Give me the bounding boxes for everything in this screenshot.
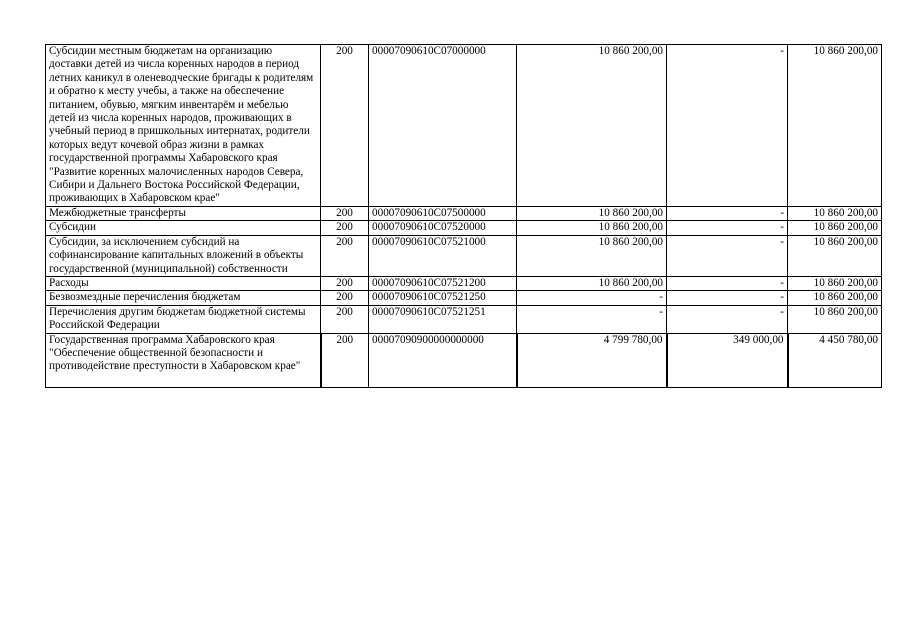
- table-row: [46, 45, 882, 207]
- remaining-amount-cell: 10 860 200,00: [788, 206, 882, 220]
- table-row: [46, 305, 882, 333]
- line-code-cell: 200: [321, 45, 369, 207]
- line-code-cell: 200: [321, 235, 369, 276]
- approved-amount-cell: -: [517, 291, 667, 305]
- remaining-amount-cell: 4 450 780,00: [788, 333, 882, 387]
- expense-name-cell: Расходы: [46, 276, 321, 290]
- expense-name-cell: Субсидии, за исключением субсидий на софинансирование капитальных вложений в объекты государственной (муниципальной) собственности: [46, 235, 321, 276]
- executed-amount-cell: -: [667, 291, 788, 305]
- executed-amount-cell: -: [667, 206, 788, 220]
- table-row: [46, 291, 882, 305]
- approved-amount-cell: 10 860 200,00: [517, 235, 667, 276]
- line-code-cell: 200: [321, 333, 369, 387]
- budget-classification-code-cell: 00007090610С07520000: [369, 221, 517, 235]
- expense-name-cell: Межбюджетные трансферты: [46, 206, 321, 220]
- remaining-amount-cell: 10 860 200,00: [788, 221, 882, 235]
- budget-table: [45, 44, 882, 388]
- expense-name-cell: Субсидии местным бюджетам на организацию доставки детей из числа коренных народов в период летних каникул в оленеводческие бригады к родителям и обратно к месту учебы, а также на обеспечение питанием, обувью, мягким инвентарём и мебелью детей из числа коренных народов, проживающих в учебный период в пришкольных интернатах, родители которых ведут кочевой образ жизни в рамках государственной программы Хабаровского края "Развитие коренных малочисленных народов Севера, Сибири и Дальнего Востока Российской Федерации, проживающих в Хабаровском крае": [46, 45, 321, 207]
- line-code-cell: 200: [321, 221, 369, 235]
- table-row: [46, 235, 882, 276]
- budget-classification-code-cell: 00007090610С07521000: [369, 235, 517, 276]
- remaining-amount-cell: 10 860 200,00: [788, 305, 882, 333]
- budget-classification-code-cell: 00007090610С07000000: [369, 45, 517, 207]
- line-code-cell: 200: [321, 206, 369, 220]
- table-row: [46, 333, 882, 387]
- budget-classification-code-cell: 00007090610С07521250: [369, 291, 517, 305]
- executed-amount-cell: 349 000,00: [667, 333, 788, 387]
- approved-amount-cell: 10 860 200,00: [517, 206, 667, 220]
- budget-classification-code-cell: 00007090610С07521200: [369, 276, 517, 290]
- executed-amount-cell: -: [667, 221, 788, 235]
- budget-classification-code-cell: 00007090610С07521251: [369, 305, 517, 333]
- line-code-cell: 200: [321, 276, 369, 290]
- remaining-amount-cell: 10 860 200,00: [788, 235, 882, 276]
- approved-amount-cell: -: [517, 305, 667, 333]
- table-row: [46, 276, 882, 290]
- line-code-cell: 200: [321, 305, 369, 333]
- executed-amount-cell: -: [667, 45, 788, 207]
- budget-classification-code-cell: 00007090610С07500000: [369, 206, 517, 220]
- expense-name-cell: Перечисления другим бюджетам бюджетной системы Российской Федерации: [46, 305, 321, 333]
- expense-name-cell: Субсидии: [46, 221, 321, 235]
- budget-classification-code-cell: 00007090900000000000: [369, 333, 517, 387]
- expense-name-cell: Государственная программа Хабаровского края "Обеспечение общественной безопасности и противодействие преступности в Хабаровском крае": [46, 333, 321, 387]
- table-row: [46, 206, 882, 220]
- line-code-cell: 200: [321, 291, 369, 305]
- remaining-amount-cell: 10 860 200,00: [788, 276, 882, 290]
- approved-amount-cell: 10 860 200,00: [517, 221, 667, 235]
- executed-amount-cell: -: [667, 276, 788, 290]
- executed-amount-cell: -: [667, 235, 788, 276]
- remaining-amount-cell: 10 860 200,00: [788, 45, 882, 207]
- remaining-amount-cell: 10 860 200,00: [788, 291, 882, 305]
- approved-amount-cell: 10 860 200,00: [517, 45, 667, 207]
- executed-amount-cell: -: [667, 305, 788, 333]
- approved-amount-cell: 4 799 780,00: [517, 333, 667, 387]
- expense-name-cell: Безвозмездные перечисления бюджетам: [46, 291, 321, 305]
- approved-amount-cell: 10 860 200,00: [517, 276, 667, 290]
- table-row: [46, 221, 882, 235]
